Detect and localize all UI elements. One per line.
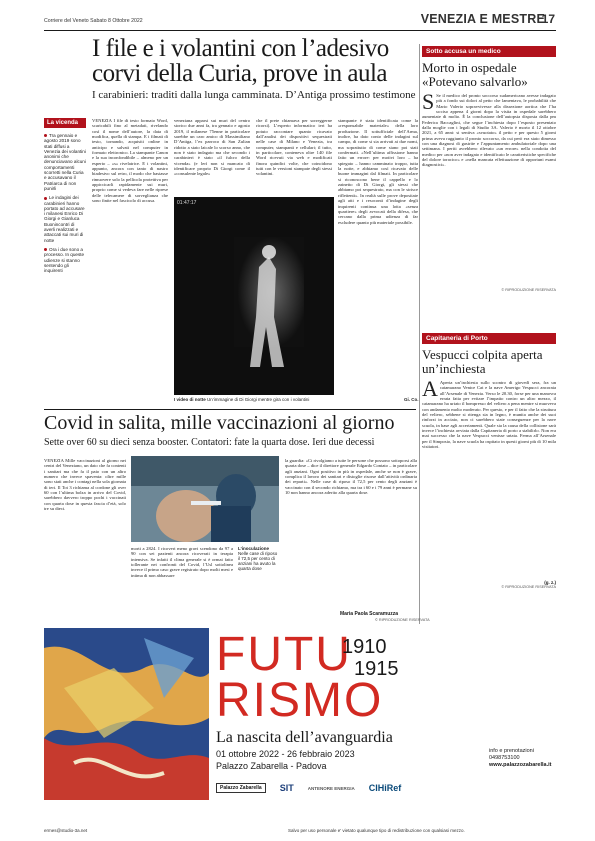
bullet-icon [44, 197, 47, 200]
footer-disclaimer: Salvo per uso personale e' vietato qualunque tipo di redistribuzione con qualsiasi mezzo. [288, 828, 465, 833]
page-number: 17 [541, 12, 555, 26]
section-title: VENEZIA E MESTRE [420, 12, 545, 26]
ad-word-top: FUTU [216, 628, 352, 681]
covid-headline: Covid in salita, mille vaccinazioni al giorno [44, 412, 395, 434]
covid-byline: Maria Paola Scaramuzza [340, 611, 399, 617]
covid-subtitle: Sette over 60 su dieci senza booster. Contatori: fate la quarta dose. Ieri due decessi [44, 437, 375, 448]
ad-word-bottom: RISMO [216, 674, 384, 727]
article-credits: © RIPRODUZIONE RISERVATA [501, 288, 556, 292]
futurismo-ad[interactable] [44, 628, 556, 800]
sidebar-item: Le indagini dei carabinieri hanno portato ad accusare i milanesi Enrico Di Giorgi e Gianluca Buonincontri di averli realizzati e attaccati sui muri di notte [44, 195, 85, 243]
paper-date: Corriere del Veneto Sabato 8 Ottobre 2022 [44, 18, 143, 24]
covid-column-2: morti a 2824. I ricoveri meno gravi scendono da 97 a 90 con sei pazienti ancora ricoverati in terapia intensiva. Se infatti il clima generale si è ormai fatto tollerante nei confronti del Covid, l’Usl sottolinea invece il primo caso grave registrato dopo molti mesi e intima di non abbassare [131, 546, 233, 578]
main-column-1: VENEZIA I file di testo formato Word, scaricabili fino al metadati, rivelando così il nome dell’autore, la data di modifica, quella di stampa. E i filmati di testo, tornando, acquisiti online in anticipo e salvati nel computer in formato elettronico. La stampante Canon e la sua inconfondibile – almeno per un esperto – «s» rivelatrice. E i volantini, appunto, ancora con tanto di nastro biadesivo sul retro, il modo che bastasse rimuovere solo la pellicola protettiva per appiccicarli rapidamente sui muri, proprio come si vedeva fare nelle riprese delle telecamere di sorveglianza che sono finite nel fascicolo di accusa. [92, 118, 168, 204]
sidebar [44, 118, 86, 277]
right-article-1 [422, 46, 556, 292]
ad-dates: 01 ottobre 2022 - 26 febbraio 2023 [216, 749, 355, 759]
right-article-2 [422, 333, 556, 589]
ad-tagline: La nascita dell’avanguardia [216, 729, 393, 746]
article-byline: (g. z.) [544, 580, 556, 585]
video-timestamp: 01:47:17 [177, 200, 197, 206]
vaccination-image [131, 456, 279, 542]
sponsor-logo: Palazzo Zabarella [216, 783, 266, 793]
bullet-icon [44, 134, 47, 137]
covid-column-3: la guardia: «Ci rivolgiamo a tutte le persone che possono sottoporsi alla quarta dose – dice il direttore generale Edgardo Contato – in particolare agli anziani. Ogni positivo in più in ospedale, anche se non è grave, complica il lavoro dei sanitari e distoglie risorse dall’attività ordinaria dei reparti». Nelle case di riposo il 72,5 per cento degli anziani è vaccinato con il secondo richiamo, ma tra i 60 e i 79 anni è permane su 10 non hanno ancora aderito alla quarta dose. [285, 458, 417, 496]
main-column-2: veneziana apparsi sui muri del centro storico due anni fa, tra gennaio e agosto 2019, il milanese 75enne in particolare sarebbe un caro amico di Massimiliano D’Antiga, l’ex parroco di San Zulian ridotto a stato laicale lo scorso anno, che non è stato indagato ma che secondo i carabinieri è stato «il fulcro della vicenda» (e lerì non si mancato di identificare proprio Di Giorgi come il «consulente legale» [174, 118, 250, 177]
sponsor-logo: CIHiRef [368, 783, 402, 793]
painting-image [44, 628, 209, 800]
article-title: Morto in ospedale «Potevano salvarlo» [422, 60, 528, 89]
main-byline: Gi. Co. [404, 397, 419, 402]
bullet-icon [44, 248, 47, 251]
article-text: S Se il medico del pronto soccorso sudamericano avesse indagato più a fondo sui dolori al petto che lamentava, le probabilità che Mario Valerio sopravvivesse alla dissezione aortica che l’ha ucciso appena 4 giorni dopo la visita in ospedale sarebbero aumentate di molto. È la conclusione dell’autopsia disposta dalla pm Federica Baccaglini, che segue l’inchiesta dopo l’esposto presentato dalla moglie con i legali di Studio 3A. Valerio è morto il 12 ottobre 2021, a 65 anni: si sentiva «svuotato» il petto e per questo 5 giorni prima aveva raggiunto il pronto soccorso, da cui però era stato dimesso con una diagnosi di gastrite e l’appuntamento ambulatoriale dopo una settimana. I periti avrebbero rilevato «un errore» nella condotta del medico per «non aver indagato e identificato le caratteristiche specifiche del dolore toracico» e «nella mancata effettuazione di opportuni esami diagnostici». [422, 93, 556, 168]
sidebar-title: La vicenda [44, 118, 86, 128]
sponsor-logo: SIT [279, 783, 294, 793]
covid-photo-caption: L’inoculazione Nelle case di riposo il 72,5 per cento di anziani ha avuto la quarta dose [238, 546, 278, 571]
ad-info: info e prenotazioni 0498753100 www.palazzozabarella.it [489, 748, 552, 768]
ad-venue: Palazzo Zabarella - Padova [216, 761, 327, 771]
main-column-3: che il prete chiamava per sorreggerne ricorsi). L’esperto informatico ieri ha potuto raccontare quanto ricavato dall’analisi dei dispositivi sequestrati nelle case di Milano e Venezia, tra computer, stampanti e cellulari; il tutto, in particolare, conteneva oltre 140 file Word ricevuti via web e modificati finora quindici volte, che coincidono tutti con le versioni stampate degli stessi volantini. [256, 118, 332, 177]
sponsor-logo: ANTENORE ENERGIA [307, 785, 355, 791]
article-credits: © RIPRODUZIONE RISERVATA [501, 585, 556, 589]
covid-photo [131, 456, 279, 542]
section-rule [44, 409, 416, 410]
ad-sponsors [216, 780, 556, 796]
main-subtitle: I carabinieri: traditi dalla lunga camminata. D’Antiga prossimo testimone [92, 89, 416, 101]
column-divider [419, 44, 420, 624]
main-column-4: stampante è stata identificata come la «responsabile materiale» della loro produzione. Il sottufficiale dell’Arma, inoltre, ha dato conto delle indagini sul campo, di come si sia arrivati ai due nomi, ma soprattutto di come siano poi stati confermati. «Nell’ultima affissione hanno fatto un errore: per motivi loro – ha spiegato – hanno camminato troppo, tutta la notte, e abbiamo così ricavato delle buone immagini dal filmati. In particolare si riconoscono bene il cappello e lo zainetto di Di Giorgi, gli stessi che abbiamo poi sequestrato, ma con le strisce riflettenti». In realtà sulle prove depositate agli atti e i resoconti d’indagine degli inquirenti continua una lotta «senza quartiere» degli avvocati della difesa, che cercano dalla prima udienza di far escludere quanto più materiale possibile. [338, 118, 418, 225]
ad-years: 1910 1915 [342, 636, 399, 680]
article-kicker: Sotto accusa un medico [422, 46, 556, 57]
sidebar-item: Tra gennaio e agosto 2019 sono stati diffusi a Venezia dei volantini anonimi che denunciavano alcuni comportamenti scorretti nella Curia e accusavano il Patriarca di non punirli [44, 133, 86, 191]
main-headline: I file e i volantini con l’adesivo corvi della Curia, prove in aula [92, 35, 389, 87]
article-title: Vespucci colpita aperta un’inchiesta [422, 347, 543, 376]
article-kicker: Capitaneria di Porto [422, 333, 556, 344]
sidebar-item: Ora i due sono a processo. In queste udienze si stanno sentendo gli inquirenti [44, 246, 85, 274]
header-rule [44, 30, 556, 31]
article-text: A Aperta un’inchiesta sullo scontro di giovedì sera, fra un catamarano Venice Cat e la nave Amerigo Vespucci ancorata all’Arsenale di Venezia. Verso le 20.30, forse per una manovra errata fatta per evitare l’impatto contro un altro mezzo, il catamarano ha urtato il bompresso del veliero a pena mentre si muoveva con andamento molto moderato. Per questo, e per il fatto che la struttura del veliero, sebbene si ritenga sia in legno, è munita anche dei suoi rinforzi in acciaio, non ci sarebbero state conseguenze per la nave scuola, in base agli accertamenti. Quale sia la causa della collisione sarà invece l’inchiesta avviata dalla Capitaneria di porto a stabilirlo. Non era mai successo che la nave Vespucci venisse urtata. Ferma all’Arsenale per il Simposio, la nave scuola ha ospitato in questi giorni più di 10 mila visitatori. [422, 380, 556, 450]
main-photo [174, 197, 334, 395]
covid-credits: © RIPRODUZIONE RISERVATA [375, 618, 430, 622]
footer-email: ermes@studio-3a.net [44, 828, 88, 833]
covid-column-1: VENEZIA Mille vaccinazioni al giorno nei centri del Veneziano, un dato che fa contenti i sanitari ma che fa il paio con un altro numero che invece spaventa: oltre mille sono stati anche i contagi nella sola giornata di ieri. Il Tot 3 richiama al cordone gli over 60 con l’ultima bolza in arrivo del Covid, sarebbero davvero troppo pochi i vaccinati con quarta dose in questa fascia d’età, solo tre su dieci. [44, 458, 126, 512]
main-photo-caption: I video di notte Un’immagine di Di Giorgi mentre gira con i volantini [174, 397, 310, 402]
night-video-image [174, 197, 334, 395]
